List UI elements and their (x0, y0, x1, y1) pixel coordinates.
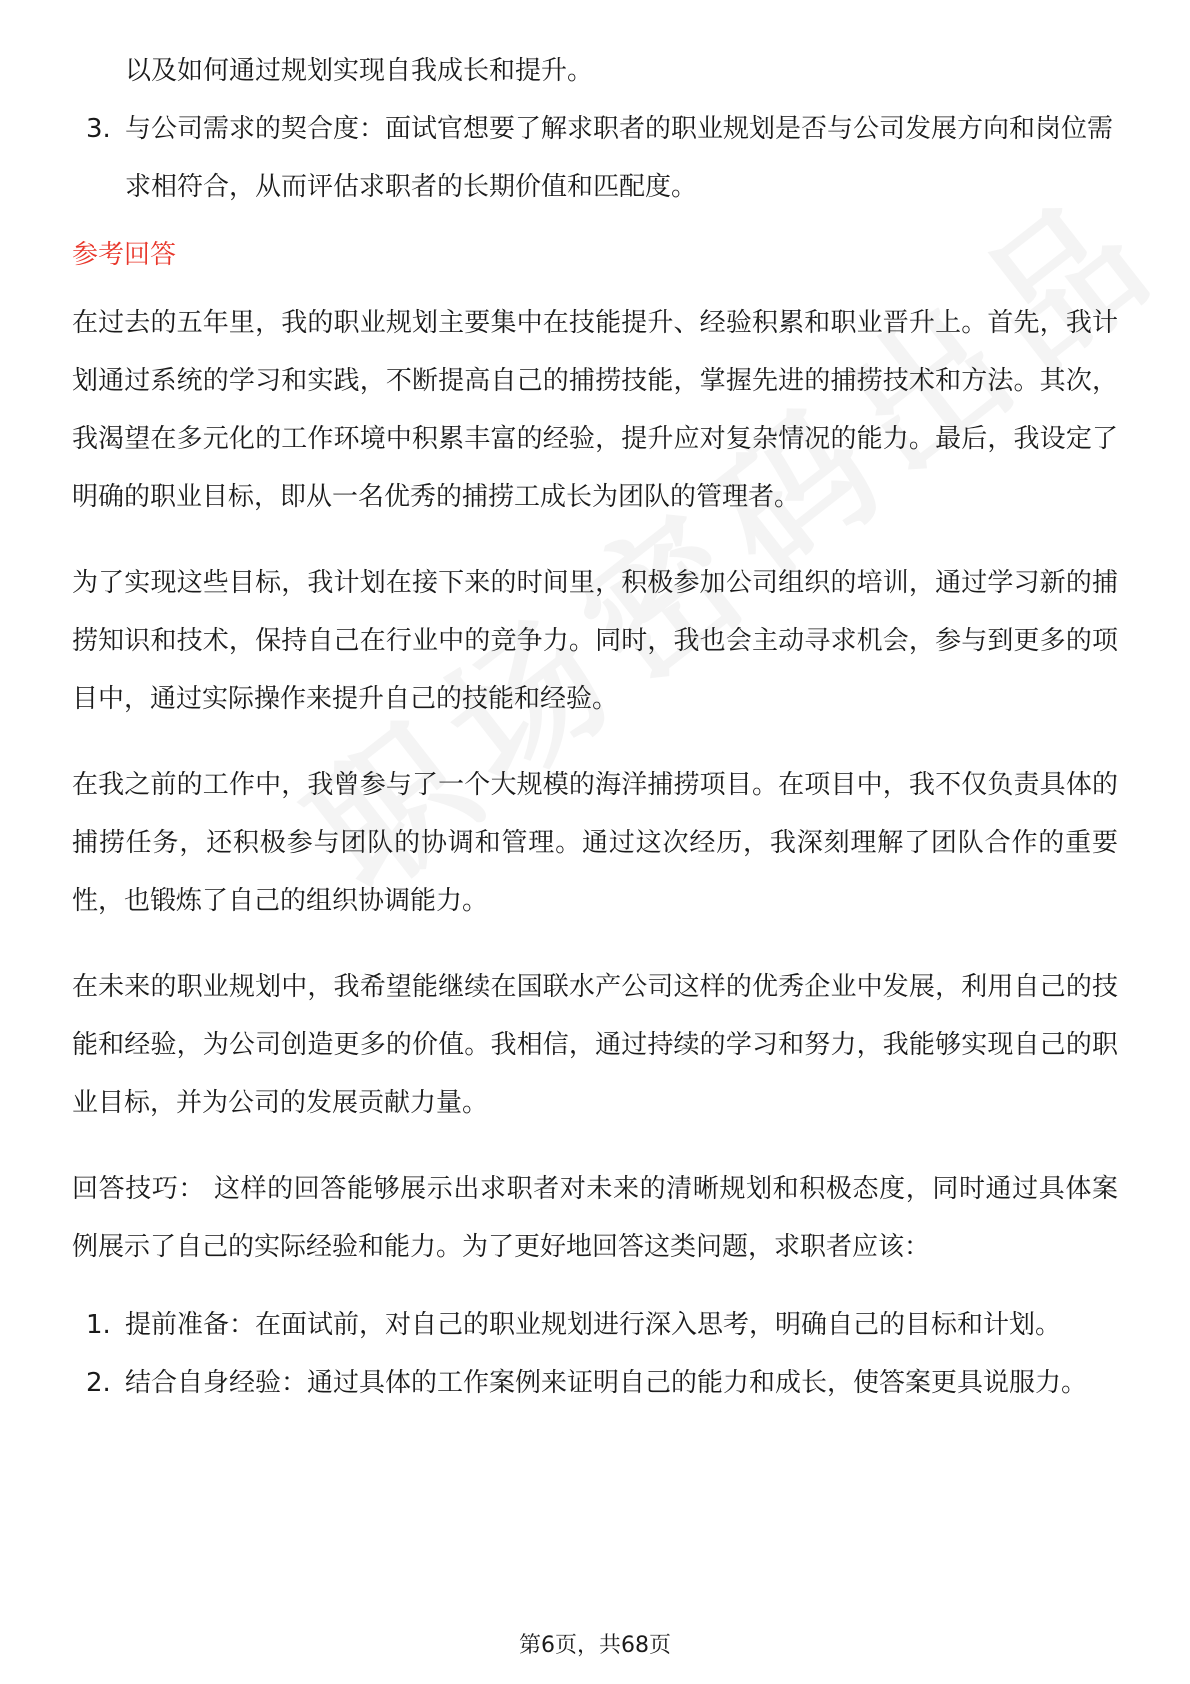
list-number: 3. (86, 114, 111, 144)
list-text: 结合自身经验：通过具体的工作案例来证明自己的能力和成长，使答案更具说服力。 (125, 1368, 1088, 1398)
list-item (72, 1296, 1118, 1354)
tips-intro-paragraph: 回答技巧： 这样的回答能够展示出求职者对未来的清晰规划和积极态度，同时通过具体案例展示了自己的实际经验和能力。为了更好地回答这类问题，求职者应该： (72, 1174, 1118, 1262)
page-footer: 第6页，共68页 (519, 1633, 671, 1658)
tips-list (72, 1296, 1118, 1412)
answer-paragraph: 为了实现这些目标，我计划在接下来的时间里，积极参加公司组织的培训，通过学习新的捕捞知识和技术，保持自己在行业中的竞争力。同时，我也会主动寻求机会，参与到更多的项目中，通过实际操作来提升自己的技能和经验。 (72, 568, 1118, 714)
list-text: 与公司需求的契合度：面试官想要了解求职者的职业规划是否与公司发展方向和岗位需求相符合，从而评估求职者的长期价值和匹配度。 (125, 114, 1114, 202)
answer-paragraph: 在过去的五年里，我的职业规划主要集中在技能提升、经验积累和职业晋升上。首先，我计划通过系统的学习和实践，不断提高自己的捕捞技能，掌握先进的捕捞技术和方法。其次，我渴望在多元化的工作环境中积累丰富的经验，提升应对复杂情况的能力。最后，我设定了明确的职业目标，即从一名优秀的捕捞工成长为团队的管理者。 (72, 308, 1118, 512)
answer-paragraph: 在未来的职业规划中，我希望能继续在国联水产公司这样的优秀企业中发展，利用自己的技能和经验，为公司创造更多的价值。我相信，通过持续的学习和努力，我能够实现自己的职业目标，并为公司的发展贡献力量。 (72, 972, 1118, 1118)
page-content (72, 42, 1118, 1412)
answer-paragraph: 在我之前的工作中，我曾参与了一个大规模的海洋捕捞项目。在项目中，我不仅负责具体的捕捞任务，还积极参与团队的协调和管理。通过这次经历，我深刻理解了团队合作的重要性，也锻炼了自己的组织协调能力。 (72, 770, 1118, 916)
list-item (72, 100, 1118, 216)
list-number: 2. (86, 1368, 111, 1398)
list-item (72, 1354, 1118, 1412)
list-number: 1. (86, 1310, 111, 1340)
list-text: 提前准备：在面试前，对自己的职业规划进行深入思考，明确自己的目标和计划。 (125, 1310, 1062, 1340)
section-heading: 参考回答 (72, 240, 177, 270)
list-item-continuation: 以及如何通过规划实现自我成长和提升。 (125, 56, 594, 86)
